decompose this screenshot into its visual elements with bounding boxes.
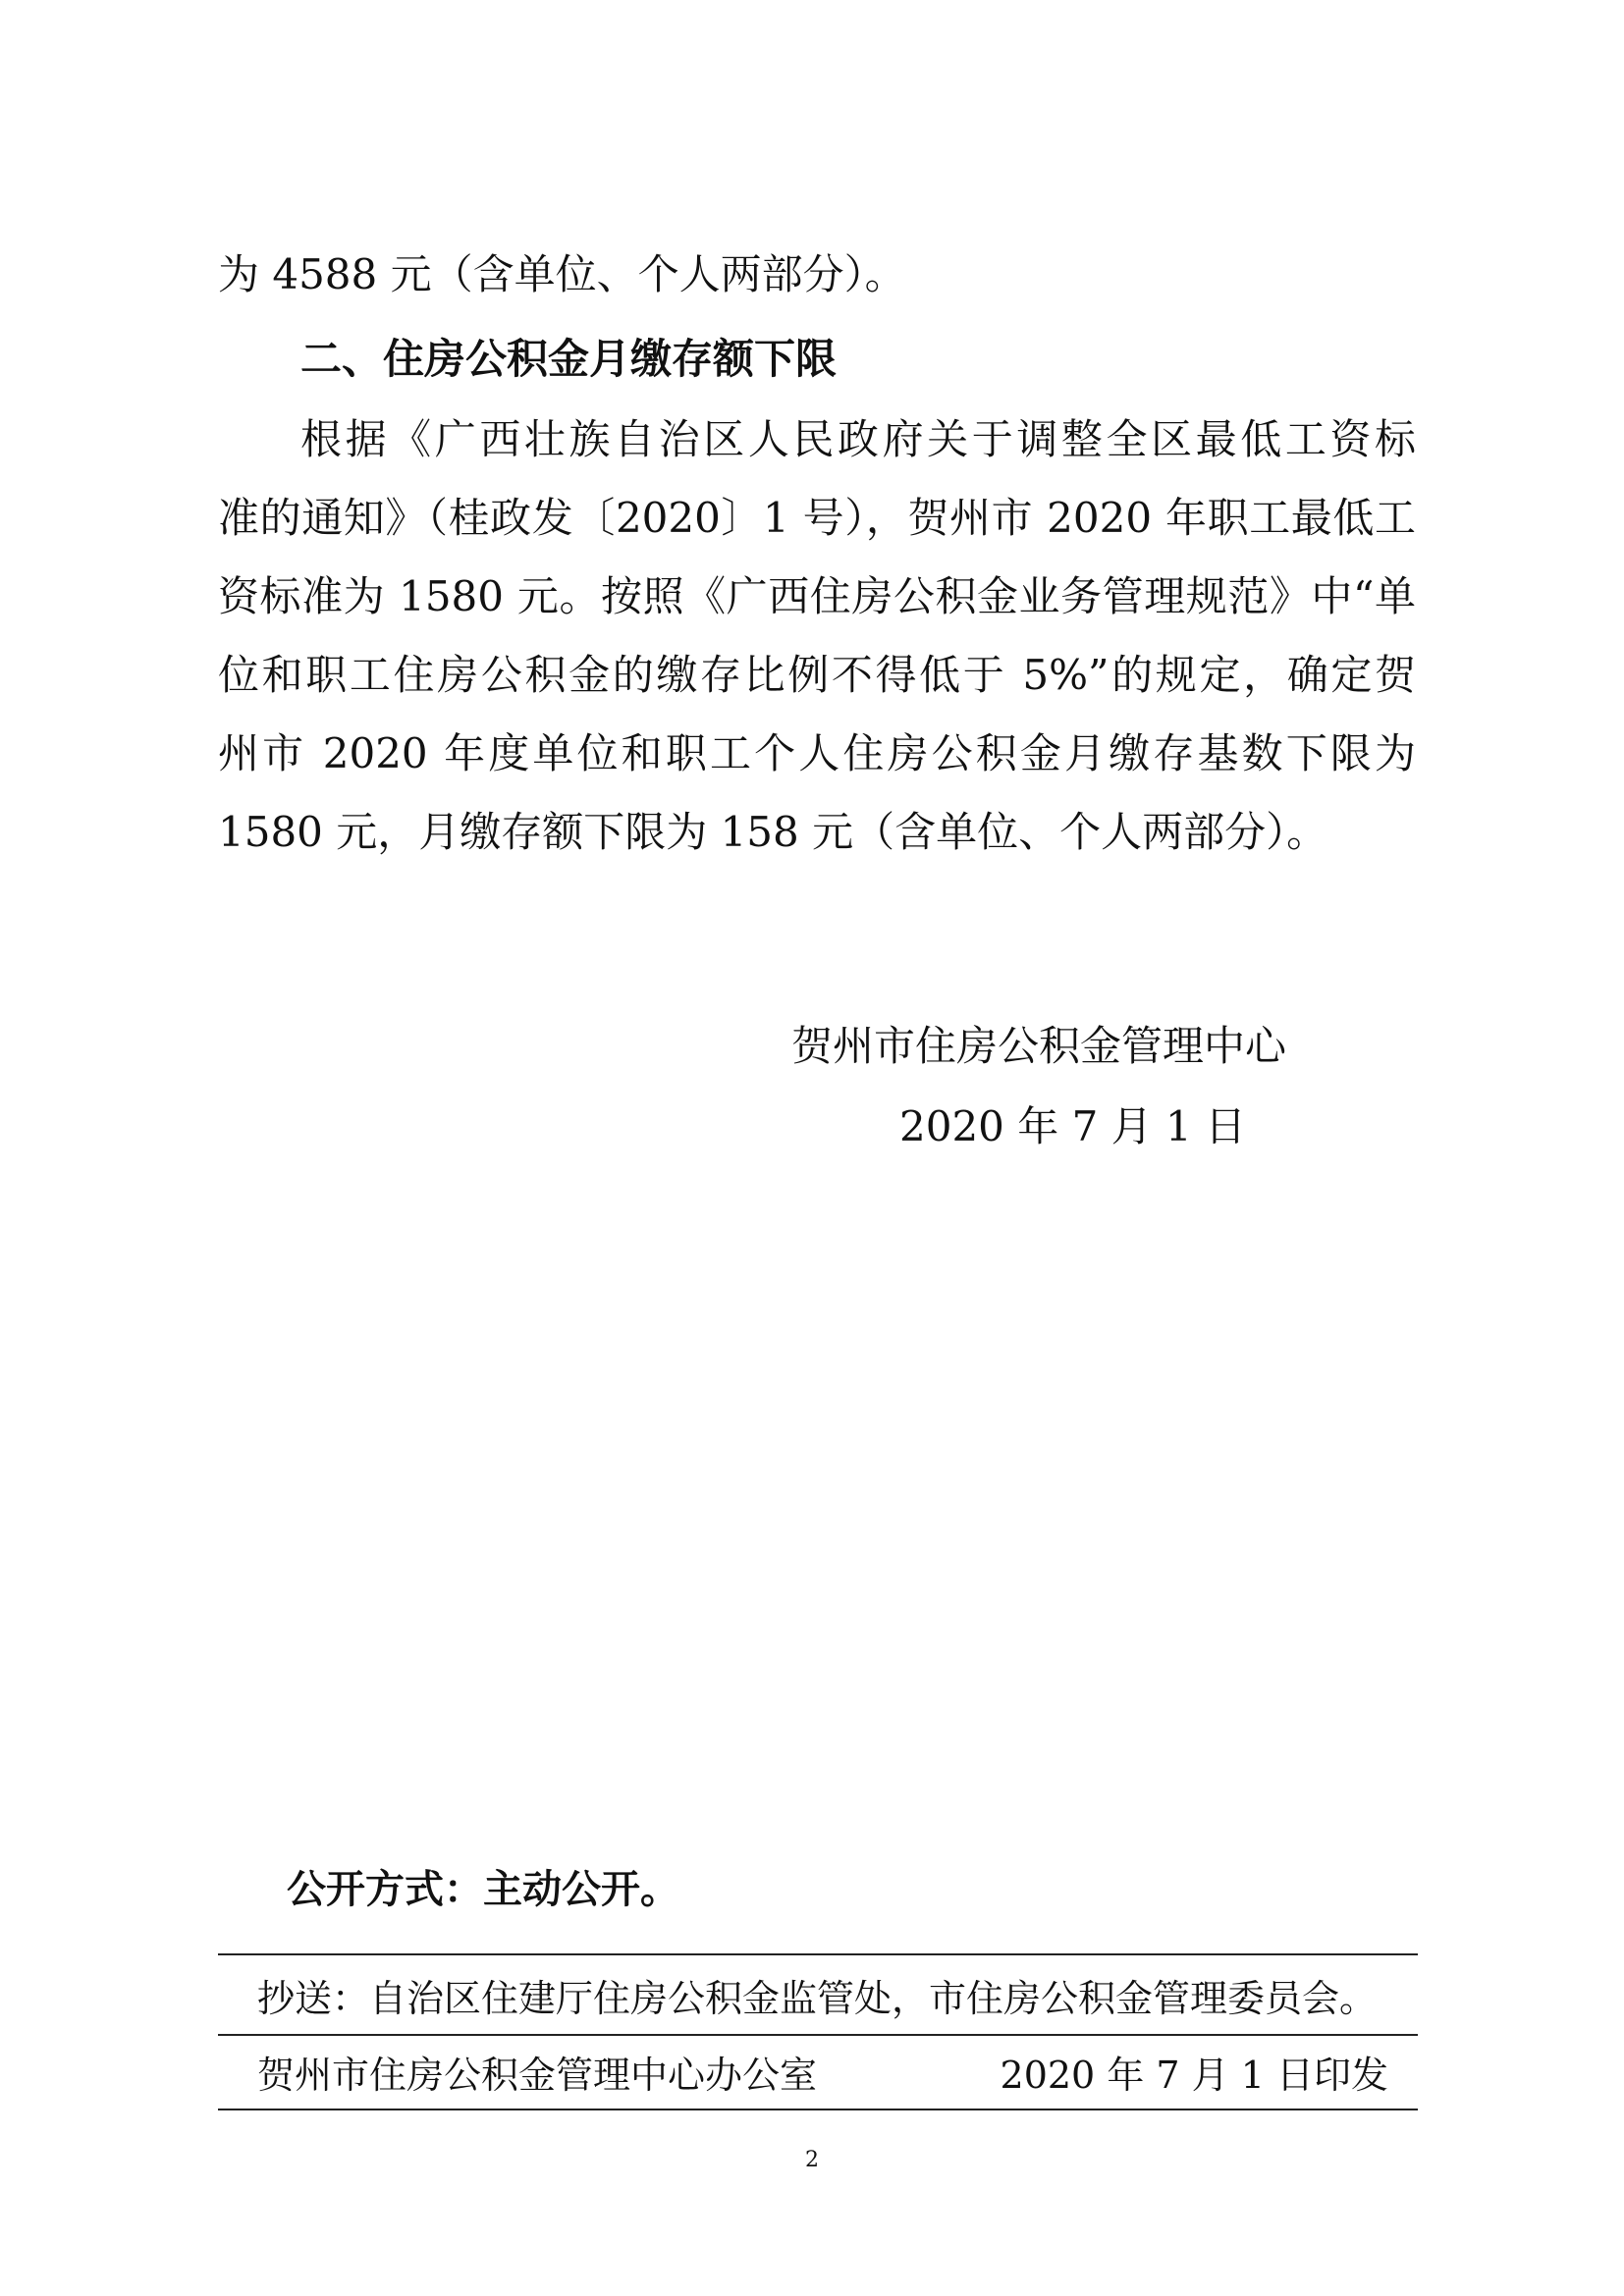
continuation-line: 为 4588 元（含单位、个人两部分）。 bbox=[218, 250, 906, 298]
disclosure-method: 公开方式：主动公开。 bbox=[287, 1867, 679, 1912]
divider-middle bbox=[218, 2034, 1418, 2036]
section-heading: 二、住房公积金月缴存额下限 bbox=[300, 335, 838, 383]
issue-date: 2020 年 7 月 1 日印发 bbox=[1000, 2054, 1388, 2097]
paragraph-line: 1580 元，月缴存额下限为 158 元（含单位、个人两部分）。 bbox=[218, 808, 1328, 856]
issuer: 贺州市住房公积金管理中心办公室 bbox=[257, 2054, 818, 2097]
cc-line: 抄送：自治区住建厅住房公积金监管处，市住房公积金管理委员会。 bbox=[257, 1977, 1378, 2020]
issue-info bbox=[257, 2048, 1388, 2103]
paragraph-line: 州市 2020 年度单位和职工个人住房公积金月缴存基数下限为 bbox=[218, 729, 1416, 777]
divider-bottom bbox=[218, 2109, 1418, 2110]
divider-top bbox=[218, 1953, 1418, 1955]
signature-date: 2020 年 7 月 1 日 bbox=[899, 1102, 1247, 1150]
page-number: 2 bbox=[805, 2148, 819, 2172]
paragraph-line: 位和职工住房公积金的缴存比例不得低于 5%”的规定，确定贺 bbox=[218, 651, 1416, 699]
signature-organization: 贺州市住房公积金管理中心 bbox=[791, 1022, 1287, 1070]
paragraph-line: 根据《广西壮族自治区人民政府关于调整全区最低工资标 bbox=[300, 415, 1416, 463]
paragraph-line: 准的通知》（桂政发〔2020〕1 号），贺州市 2020 年职工最低工 bbox=[218, 494, 1416, 542]
paragraph-line: 资标准为 1580 元。按照《广西住房公积金业务管理规范》中“单 bbox=[218, 572, 1416, 620]
